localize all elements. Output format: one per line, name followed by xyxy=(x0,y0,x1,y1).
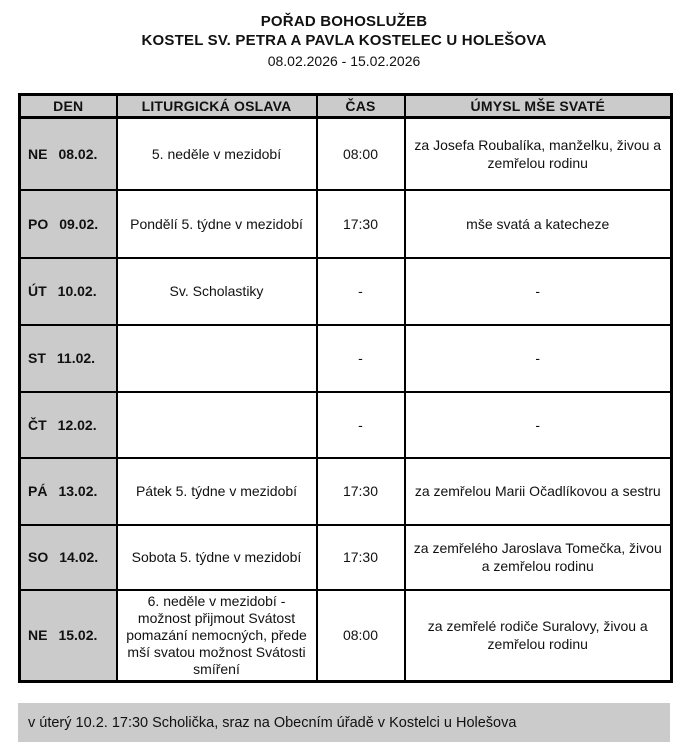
time-cell: 17:30 xyxy=(317,525,405,590)
liturgical-celebration-cell: Pátek 5. týdne v mezidobí xyxy=(117,458,317,525)
day-date: 09.02. xyxy=(59,215,99,232)
day-cell xyxy=(20,525,117,590)
table-header-row xyxy=(20,95,672,118)
footer-note-text: v úterý 10.2. 17:30 Scholička, sraz na Obecním úřadě v Kostelci u Holešova xyxy=(28,714,517,731)
table-row xyxy=(20,258,672,325)
mass-intention-cell: za zemřelého Jaroslava Tomečka, živou a zemřelou rodinu xyxy=(405,525,672,590)
time-cell: - xyxy=(317,258,405,325)
day-abbreviation: PÁ xyxy=(28,483,48,500)
day-cell xyxy=(20,458,117,525)
time-cell: 17:30 xyxy=(317,190,405,258)
mass-intention-cell: za zemřelou Marii Očadlíkovou a sestru xyxy=(405,458,672,525)
day-cell xyxy=(20,258,117,325)
document-header xyxy=(0,12,688,71)
day-abbreviation: SO xyxy=(28,549,49,566)
time-cell: - xyxy=(317,325,405,392)
liturgical-celebration-cell: Sobota 5. týdne v mezidobí xyxy=(117,525,317,590)
day-date: 14.02. xyxy=(59,549,99,566)
day-date: 12.02. xyxy=(57,416,97,433)
day-cell xyxy=(20,190,117,258)
day-cell xyxy=(20,392,117,458)
page-title: POŘAD BOHOSLUŽEB xyxy=(260,13,428,30)
liturgical-celebration-cell xyxy=(117,325,317,392)
table-row xyxy=(20,118,672,190)
time-cell: 17:30 xyxy=(317,458,405,525)
day-abbreviation: NE xyxy=(28,627,48,644)
column-header-intention: ÚMYSL MŠE SVATÉ xyxy=(405,95,672,118)
mass-intention-cell: - xyxy=(405,325,672,392)
table-row xyxy=(20,525,672,590)
time-cell: 08:00 xyxy=(317,590,405,682)
day-cell xyxy=(20,325,117,392)
day-date: 13.02. xyxy=(58,483,98,500)
mass-intention-cell: - xyxy=(405,392,672,458)
day-date: 11.02. xyxy=(56,350,96,367)
church-name: KOSTEL SV. PETRA A PAVLA KOSTELEC U HOLEŠOVA xyxy=(141,32,547,50)
table-row xyxy=(20,325,672,392)
day-cell xyxy=(20,590,117,682)
liturgical-celebration-cell: 5. neděle v mezidobí xyxy=(117,118,317,190)
day-abbreviation: ÚT xyxy=(28,283,47,300)
mass-intention-cell: za Josefa Roubalíka, manželku, živou a zemřelou rodinu xyxy=(405,118,672,190)
day-cell xyxy=(20,118,117,190)
day-date: 15.02. xyxy=(58,627,98,644)
liturgical-celebration-cell: 6. neděle v mezidobí - možnost přijmout Svátost pomazání nemocných, přede mší svatou možnost Svátosti smíření xyxy=(117,590,317,682)
column-header-celebration: LITURGICKÁ OSLAVA xyxy=(117,95,317,118)
table-row xyxy=(20,190,672,258)
time-cell: - xyxy=(317,392,405,458)
liturgical-celebration-cell: Pondělí 5. týdne v mezidobí xyxy=(117,190,317,258)
time-cell: 08:00 xyxy=(317,118,405,190)
day-abbreviation: PO xyxy=(28,215,49,232)
column-header-day: DEN xyxy=(20,95,117,118)
day-abbreviation: ST xyxy=(28,350,46,367)
schedule-table-body xyxy=(20,118,672,682)
table-row xyxy=(20,458,672,525)
table-row xyxy=(20,392,672,458)
day-date: 08.02. xyxy=(58,146,98,163)
column-header-time: ČAS xyxy=(317,95,405,118)
liturgical-celebration-cell xyxy=(117,392,317,458)
mass-intention-cell: za zemřelé rodiče Suralovy, živou a zemřelou rodinu xyxy=(405,590,672,682)
mass-intention-cell: - xyxy=(405,258,672,325)
mass-schedule-table xyxy=(18,93,673,683)
liturgical-celebration-cell: Sv. Scholastiky xyxy=(117,258,317,325)
mass-intention-cell: mše svatá a katecheze xyxy=(405,190,672,258)
date-range: 08.02.2026 - 15.02.2026 xyxy=(267,53,421,70)
day-abbreviation: ČT xyxy=(28,416,47,433)
day-abbreviation: NE xyxy=(28,146,48,163)
table-row xyxy=(20,590,672,682)
day-date: 10.02. xyxy=(57,283,97,300)
footer-note xyxy=(18,703,670,742)
